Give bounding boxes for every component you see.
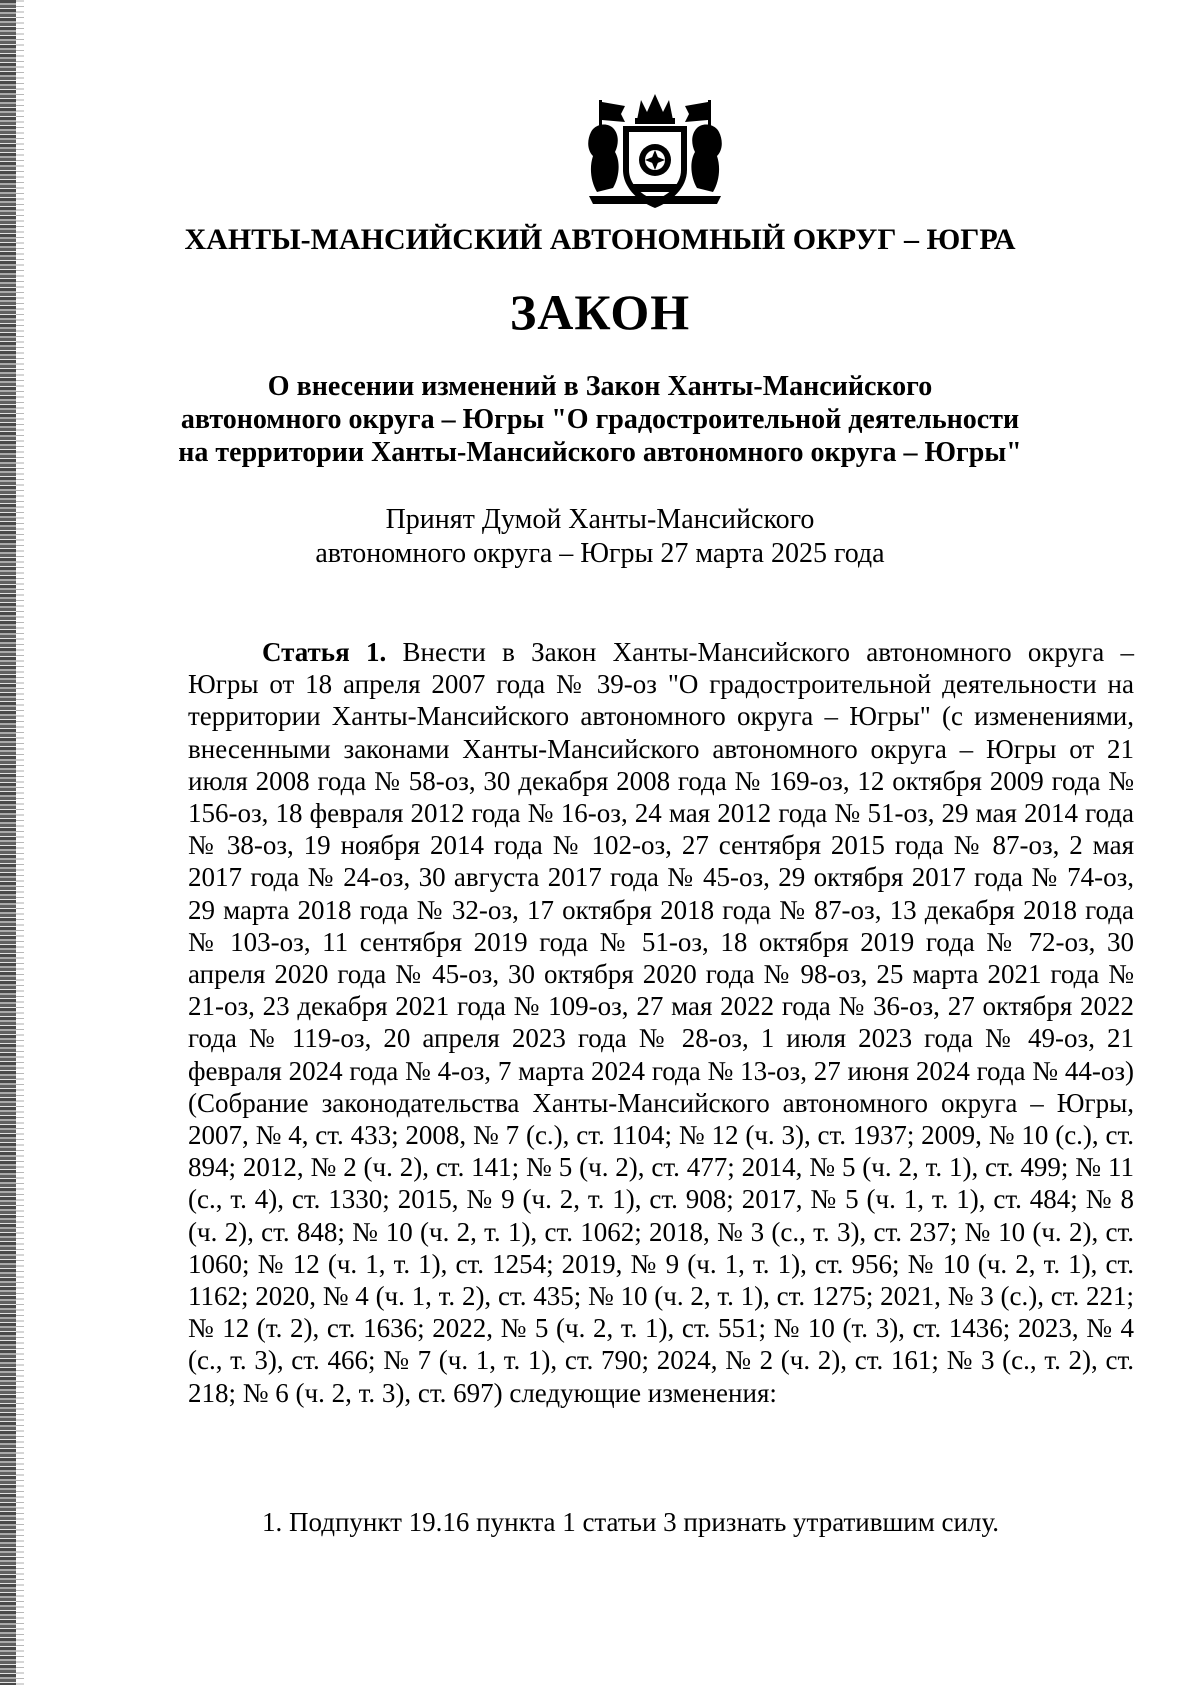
- article-1-text: Внести в Закон Ханты-Мансийского автономного округа – Югры от 18 апреля 2007 года № 39-оз "О градостроительной деятельности на территории Ханты-Мансийского автономного округа – Югры" (с изменениями, внесенными законами Ханты-Мансийского автономного округа – Югры от 21 июля 2008 года № 58-оз, 30 декабря 2008 года № 169-оз, 12 октября 2009 года № 156-оз, 18 февраля 2012 года № 16-оз, 24 мая 2012 года № 51-оз, 29 мая 2014 года № 38-оз, 19 ноября 2014 года № 102-оз, 27 сентября 2015 года № 87-оз, 2 мая 2017 года № 24-оз, 30 августа 2017 года № 45-оз, 29 октября 2017 года № 74-оз, 29 марта 2018 года № 32-оз, 17 октября 2018 года № 87-оз, 13 декабря 2018 года № 103-оз, 11 сентября 2019 года № 51-оз, 18 октября 2019 года № 72-оз, 30 апреля 2020 года № 45-оз, 30 октября 2020 года № 98-оз, 25 марта 2021 года № 21-оз, 23 декабря 2021 года № 109-оз, 27 мая 2022 года № 36-оз, 27 октября 2022 года № 119-оз, 20 апреля 2023 года № 28-оз, 1 июля 2023 года № 49-оз, 21 февраля 2024 года № 4-оз, 7 марта 2024 года № 13-оз, 27 июня 2024 года № 44-оз) (Собрание законодательства Ханты-Мансийского автономного округа – Югры, 2007, № 4, ст. 433; 2008, № 7 (с.), ст. 1104; № 12 (ч. 3), ст. 1937; 2009, № 10 (с.), ст. 894; 2012, № 2 (ч. 2), ст. 141; № 5 (ч. 2), ст. 477; 2014, № 5 (ч. 2, т. 1), ст. 499; № 11 (с., т. 4), ст. 1330; 2015, № 9 (ч. 2, т. 1), ст. 908; 2017, № 5 (ч. 1, т. 1), ст. 484; № 8 (ч. 2), ст. 848; № 10 (ч. 2, т. 1), ст. 1062; 2018, № 3 (с., т. 3), ст. 237; № 10 (ч. 2), ст. 1060; № 12 (ч. 1, т. 1), ст. 1254; 2019, № 9 (ч. 1, т. 1), ст. 956; № 10 (ч. 2, т. 1), ст. 1162; 2020, № 4 (ч. 1, т. 2), ст. 435; № 10 (ч. 2, т. 1), ст. 1275; 2021, № 3 (с.), ст. 221; № 12 (т. 2), ст. 1636; 2022, № 5 (ч. 2, т. 1), ст. 551; № 10 (т. 3), ст. 1436; 2023, № 4 (с., т. 3), ст. 466; № 7 (ч. 1, т. 1), ст. 790; 2024, № 2 (ч. 2), ст. 161; № 3 (с., т. 2), ст. 218; № 6 (ч. 2, т. 3), ст. 697) следующие изменения:: [188, 637, 1134, 1408]
- region-name: ХАНТЫ-МАНСИЙСКИЙ АВТОНОМНЫЙ ОКРУГ – ЮГРА: [184, 223, 1016, 256]
- law-title: [0, 370, 1200, 469]
- law-title-line-3: на территории Ханты-Мансийского автономного округа – Югры": [178, 437, 1022, 468]
- adoption-line-2: автономного округа – Югры 27 марта 2025 года: [315, 538, 885, 569]
- law-title-line-1: О внесении изменений в Закон Ханты-Мансийского: [267, 371, 933, 402]
- law-title-line-2: автономного округа – Югры "О градостроительной деятельности: [180, 404, 1020, 435]
- adoption-note: [0, 503, 1200, 571]
- adoption-line-1: Принят Думой Ханты-Мансийского: [385, 504, 815, 535]
- coat-of-arms-emblem: [585, 92, 725, 217]
- document-type: ЗАКОН: [509, 284, 691, 340]
- article-1-label: Статья 1.: [262, 637, 387, 667]
- article-1: [188, 636, 1134, 1409]
- article-1-item-1: 1. Подпункт 19.16 пункта 1 статьи 3 признать утратившим силу.: [262, 1507, 1000, 1537]
